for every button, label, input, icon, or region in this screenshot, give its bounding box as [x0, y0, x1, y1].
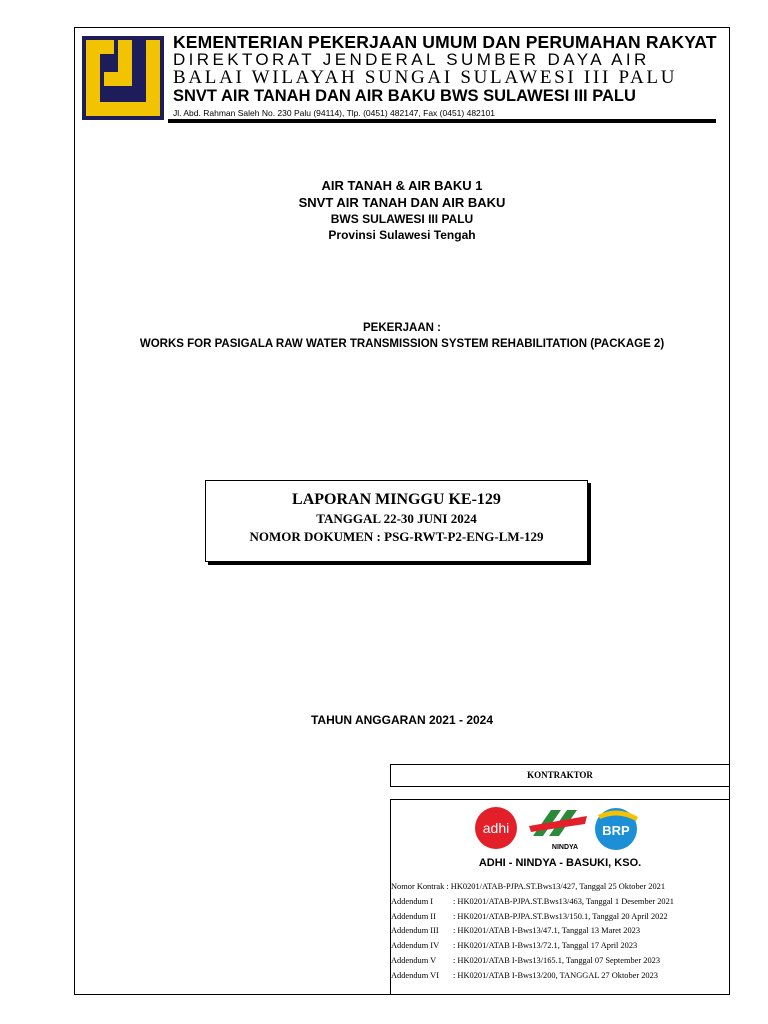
ministry-logo: [82, 36, 164, 120]
contract-list: [391, 880, 721, 984]
contract-row: [391, 924, 721, 939]
kso-name: ADHI - NINDYA - BASUKI, KSO.: [478, 857, 642, 869]
contract-label: Addendum I: [391, 896, 434, 906]
contract-label: Addendum II: [391, 911, 436, 921]
contract-label: Addendum IV: [391, 941, 440, 951]
directorate-name: DIREKTORAT JENDERAL SUMBER DAYA AIR: [173, 50, 650, 69]
contract-label: Nomor Kontrak: [391, 882, 445, 891]
contract-value: : HK0201/ATAB I-Bws13/47.1, Tanggal 13 Maret 2023: [453, 926, 641, 936]
project-label: PEKERJAAN :: [363, 322, 441, 334]
fiscal-year: TAHUN ANGGARAN 2021 - 2024: [310, 713, 494, 727]
contract-row: [391, 895, 721, 910]
adhi-logo-text: adhi: [482, 820, 510, 836]
contract-row: [391, 910, 721, 925]
contract-label: Addendum VI: [391, 970, 439, 980]
contract-row: [391, 954, 721, 969]
contract-value: : HK0201/ATAB I-Bws13/165.1, Tanggal 07 September 2023: [453, 955, 661, 965]
report-doc-number: NOMOR DOKUMEN : PSG-RWT-P2-ENG-LM-129: [249, 529, 544, 544]
report-title: LAPORAN MINGGU KE-129: [292, 491, 501, 508]
contract-label: Addendum V: [391, 955, 437, 965]
report-date: TANGGAL 22-30 JUNI 2024: [316, 511, 477, 526]
contract-value: : HK0201/ATAB-PJPA.ST.Bws13/150.1, Tanggal 20 April 2022: [453, 911, 668, 921]
contract-row: [391, 880, 721, 895]
address-line: Jl. Abd. Rahman Saleh No. 230 Palu (94114), Tlp. (0451) 482147, Fax (0451) 482101: [173, 108, 495, 118]
contract-row: [391, 969, 721, 984]
contract-row: [391, 939, 721, 954]
contract-value: : HK0201/ATAB I-Bws13/72.1, Tanggal 17 April 2023: [453, 941, 638, 951]
owner-line-4: Provinsi Sulawesi Tengah: [328, 228, 476, 242]
nindya-logo: [527, 804, 589, 852]
letterhead-rule: [168, 119, 716, 123]
brp-logo-text: BRP: [602, 823, 630, 838]
balai-name: BALAI WILAYAH SUNGAI SULAWESI III PALU: [173, 67, 678, 88]
adhi-logo: [472, 806, 522, 850]
contract-value: : HK0201/ATAB-PJPA.ST.Bws13/427, Tanggal 25 Oktober 2021: [446, 882, 666, 891]
contract-label: Addendum III: [391, 926, 439, 936]
nindya-logo-text: NINDYA: [551, 844, 579, 851]
owner-line-1: AIR TANAH & AIR BAKU 1: [321, 178, 483, 193]
project-title: WORKS FOR PASIGALA RAW WATER TRANSMISSION SYSTEM REHABILITATION (PACKAGE 2): [139, 338, 665, 350]
contract-value: : HK0201/ATAB I-Bws13/200, TANGGAL 27 Oktober 2023: [453, 970, 658, 980]
ministry-name: KEMENTERIAN PEKERJAAN UMUM DAN PERUMAHAN RAKYAT: [173, 32, 717, 52]
report-title-box: [205, 480, 588, 562]
owner-line-2: SNVT AIR TANAH DAN AIR BAKU: [298, 195, 506, 210]
snvt-name: SNVT AIR TANAH DAN AIR BAKU BWS SULAWESI III PALU: [173, 87, 636, 105]
brp-logo: [592, 805, 642, 851]
contractor-heading: KONTRAKTOR: [390, 764, 730, 787]
owner-line-3: BWS SULAWESI III PALU: [330, 212, 474, 226]
contract-value: : HK0201/ATAB-PJPA.ST.Bws13/463, Tanggal 1 Desember 2021: [453, 896, 674, 906]
